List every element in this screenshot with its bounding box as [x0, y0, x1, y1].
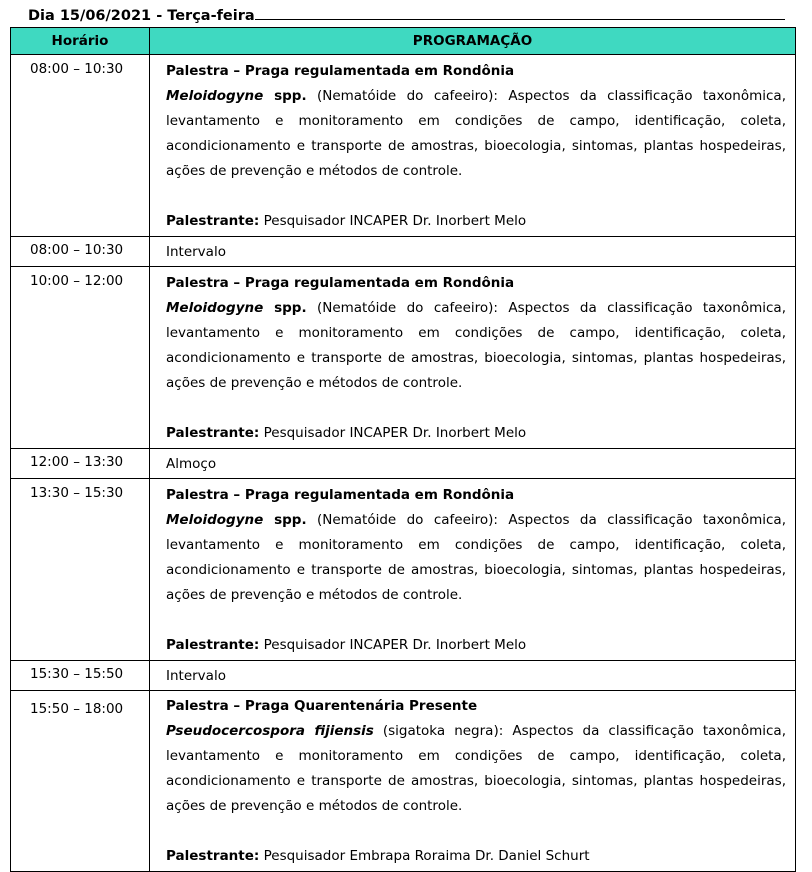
- lecture-title: Palestra – Praga regulamentada em Rondônia: [166, 487, 515, 503]
- lecture-description: [166, 296, 786, 396]
- species-note: (sigatoka negra):: [373, 723, 513, 739]
- speaker-name: Pesquisador INCAPER Dr. Inorbert Melo: [259, 213, 527, 229]
- species-suffix: spp.: [263, 512, 307, 528]
- speaker-line: [166, 209, 786, 234]
- species-name: Meloidogyne: [166, 512, 264, 528]
- day-title: Dia 15/06/2021 - Terça-feira: [28, 8, 255, 24]
- row-time: 08:00 – 10:30: [11, 55, 150, 237]
- spacer: [166, 396, 786, 421]
- lecture-description: [166, 508, 786, 608]
- species-note: (Nematóide do cafeeiro):: [306, 300, 509, 316]
- description-text: Aspectos da classificação taxonômica, levantamento e monitoramento em condições de campo, identificação, coleta, acondicionamento e transporte de amostras, bioecologia, sintomas, plantas hospedeiras, ações de prevenção e métodos de controle.: [166, 512, 786, 603]
- speaker-line: [166, 844, 786, 869]
- row-time: 08:00 – 10:30: [11, 237, 150, 267]
- speaker-label: Palestrante:: [166, 213, 260, 229]
- table-row: [11, 267, 796, 449]
- row-time: 12:00 – 13:30: [11, 449, 150, 479]
- species-name: Pseudocercospora fijiensis: [166, 723, 374, 739]
- species-name: Meloidogyne: [166, 300, 264, 316]
- header-time: Horário: [11, 28, 150, 55]
- speaker-name: Pesquisador INCAPER Dr. Inorbert Melo: [259, 637, 527, 653]
- table-row: [11, 55, 796, 237]
- table-header-row: [11, 28, 796, 55]
- lecture-title: Palestra – Praga regulamentada em Rondônia: [166, 275, 515, 291]
- species-suffix: spp.: [263, 88, 307, 104]
- spacer: [166, 819, 786, 844]
- description-text: Aspectos da classificação taxonômica, levantamento e monitoramento em condições de campo, identificação, coleta, acondicionamento e transporte de amostras, bioecologia, sintomas, plantas hospedeiras, ações de prevenção e métodos de controle.: [166, 88, 786, 179]
- spacer: [166, 184, 786, 209]
- row-time: 10:00 – 12:00: [11, 267, 150, 449]
- break-label: Intervalo: [150, 661, 796, 691]
- species-suffix: spp.: [263, 300, 307, 316]
- speaker-name: Pesquisador INCAPER Dr. Inorbert Melo: [259, 425, 527, 441]
- day-underline: [255, 5, 785, 20]
- table-row: [11, 449, 796, 479]
- day-header: [28, 5, 785, 26]
- table-row: [11, 661, 796, 691]
- lecture-description: [166, 84, 786, 184]
- lecture-description: [166, 719, 786, 819]
- row-time: 13:30 – 15:30: [11, 479, 150, 661]
- row-time: 15:50 – 18:00: [11, 691, 150, 872]
- lecture-cell: [150, 691, 796, 872]
- description-text: Aspectos da classificação taxonômica, levantamento e monitoramento em condições de campo, identificação, coleta, acondicionamento e transporte de amostras, bioecologia, sintomas, plantas hospedeiras, ações de prevenção e métodos de controle.: [166, 300, 786, 391]
- speaker-name: Pesquisador Embrapa Roraima Dr. Daniel Schurt: [259, 848, 590, 864]
- table-row: [11, 479, 796, 661]
- header-program: PROGRAMAÇÃO: [150, 28, 796, 55]
- species-note: (Nematóide do cafeeiro):: [306, 512, 509, 528]
- lecture-cell: [150, 267, 796, 449]
- row-time: 15:30 – 15:50: [11, 661, 150, 691]
- speaker-line: [166, 633, 786, 658]
- table-row: [11, 691, 796, 872]
- lecture-title: Palestra – Praga Quarentenária Presente: [166, 698, 478, 714]
- schedule-table: [10, 27, 796, 872]
- speaker-label: Palestrante:: [166, 425, 260, 441]
- lecture-cell: [150, 55, 796, 237]
- lecture-title: Palestra – Praga regulamentada em Rondônia: [166, 63, 515, 79]
- spacer: [166, 608, 786, 633]
- description-text: Aspectos da classificação taxonômica, levantamento e monitoramento em condições de campo, identificação, coleta, acondicionamento e transporte de amostras, bioecologia, sintomas, plantas hospedeiras, ações de prevenção e métodos de controle.: [166, 723, 786, 814]
- speaker-line: [166, 421, 786, 446]
- species-name: Meloidogyne: [166, 88, 264, 104]
- speaker-label: Palestrante:: [166, 848, 260, 864]
- break-label: Intervalo: [150, 237, 796, 267]
- lunch-label: Almoço: [150, 449, 796, 479]
- lecture-cell: [150, 479, 796, 661]
- table-row: [11, 237, 796, 267]
- species-note: (Nematóide do cafeeiro):: [306, 88, 509, 104]
- speaker-label: Palestrante:: [166, 637, 260, 653]
